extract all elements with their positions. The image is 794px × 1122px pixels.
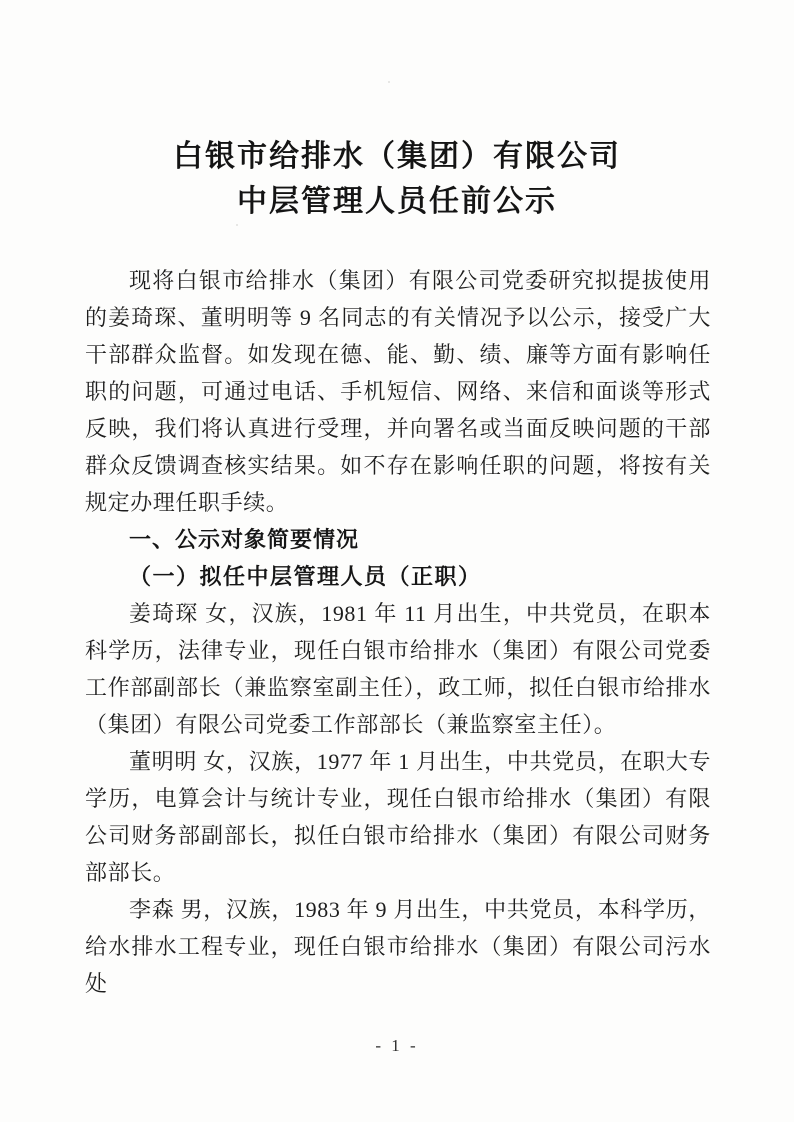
profile-paragraph-dong-mingming: 董明明 女，汉族，1977 年 1 月出生，中共党员，在职大专学历，电算会计与统计专业，现任白银市给排水（集团）有限公司财务部副部长，拟任白银市给排水（集团）有限公司财务部部长。 [85,749,711,885]
document-title-line2: 中层管理人员任前公示 [237,185,557,218]
document-title-line1: 白银市给排水（集团）有限公司 [173,140,621,173]
profile-paragraph-li-sen: 李森 男，汉族，1983 年 9 月出生，中共党员，本科学历，给水排水工程专业，现任白银市给排水（集团）有限公司污水处 [85,897,711,996]
scan-speck [388,81,390,83]
page-number: - 1 - [375,1036,419,1055]
profile-paragraph-jiang-qichen: 姜琦琛 女，汉族，1981 年 11 月出生，中共党员，在职本科学历，法律专业，现任白银市给排水（集团）有限公司党委工作部副部长（兼监察室副主任），政工师，拟任白银市给排水（集团）有限公司党委工作部部长（兼监察室主任）。 [85,601,711,737]
document-body [85,262,711,1002]
document-title [0,134,794,224]
scan-speck [236,224,238,226]
section-heading-overview: 一、公示对象简要情况 [129,527,360,552]
intro-paragraph: 现将白银市给排水（集团）有限公司党委研究拟提拔使用的姜琦琛、董明明等 9 名同志的有关情况予以公示，接受广大干部群众监督。如发现在德、能、勤、绩、廉等方面有影响任职的问题，可通过电话、手机短信、网络、来信和面谈等形式反映，我们将认真进行受理，并向署名或当面反映问题的干部群众反馈调查核实结果。如不存在影响任职的问题，将按有关规定办理任职手续。 [85,268,711,515]
subsection-heading-principal-positions: （一）拟任中层管理人员（正职） [129,564,482,589]
